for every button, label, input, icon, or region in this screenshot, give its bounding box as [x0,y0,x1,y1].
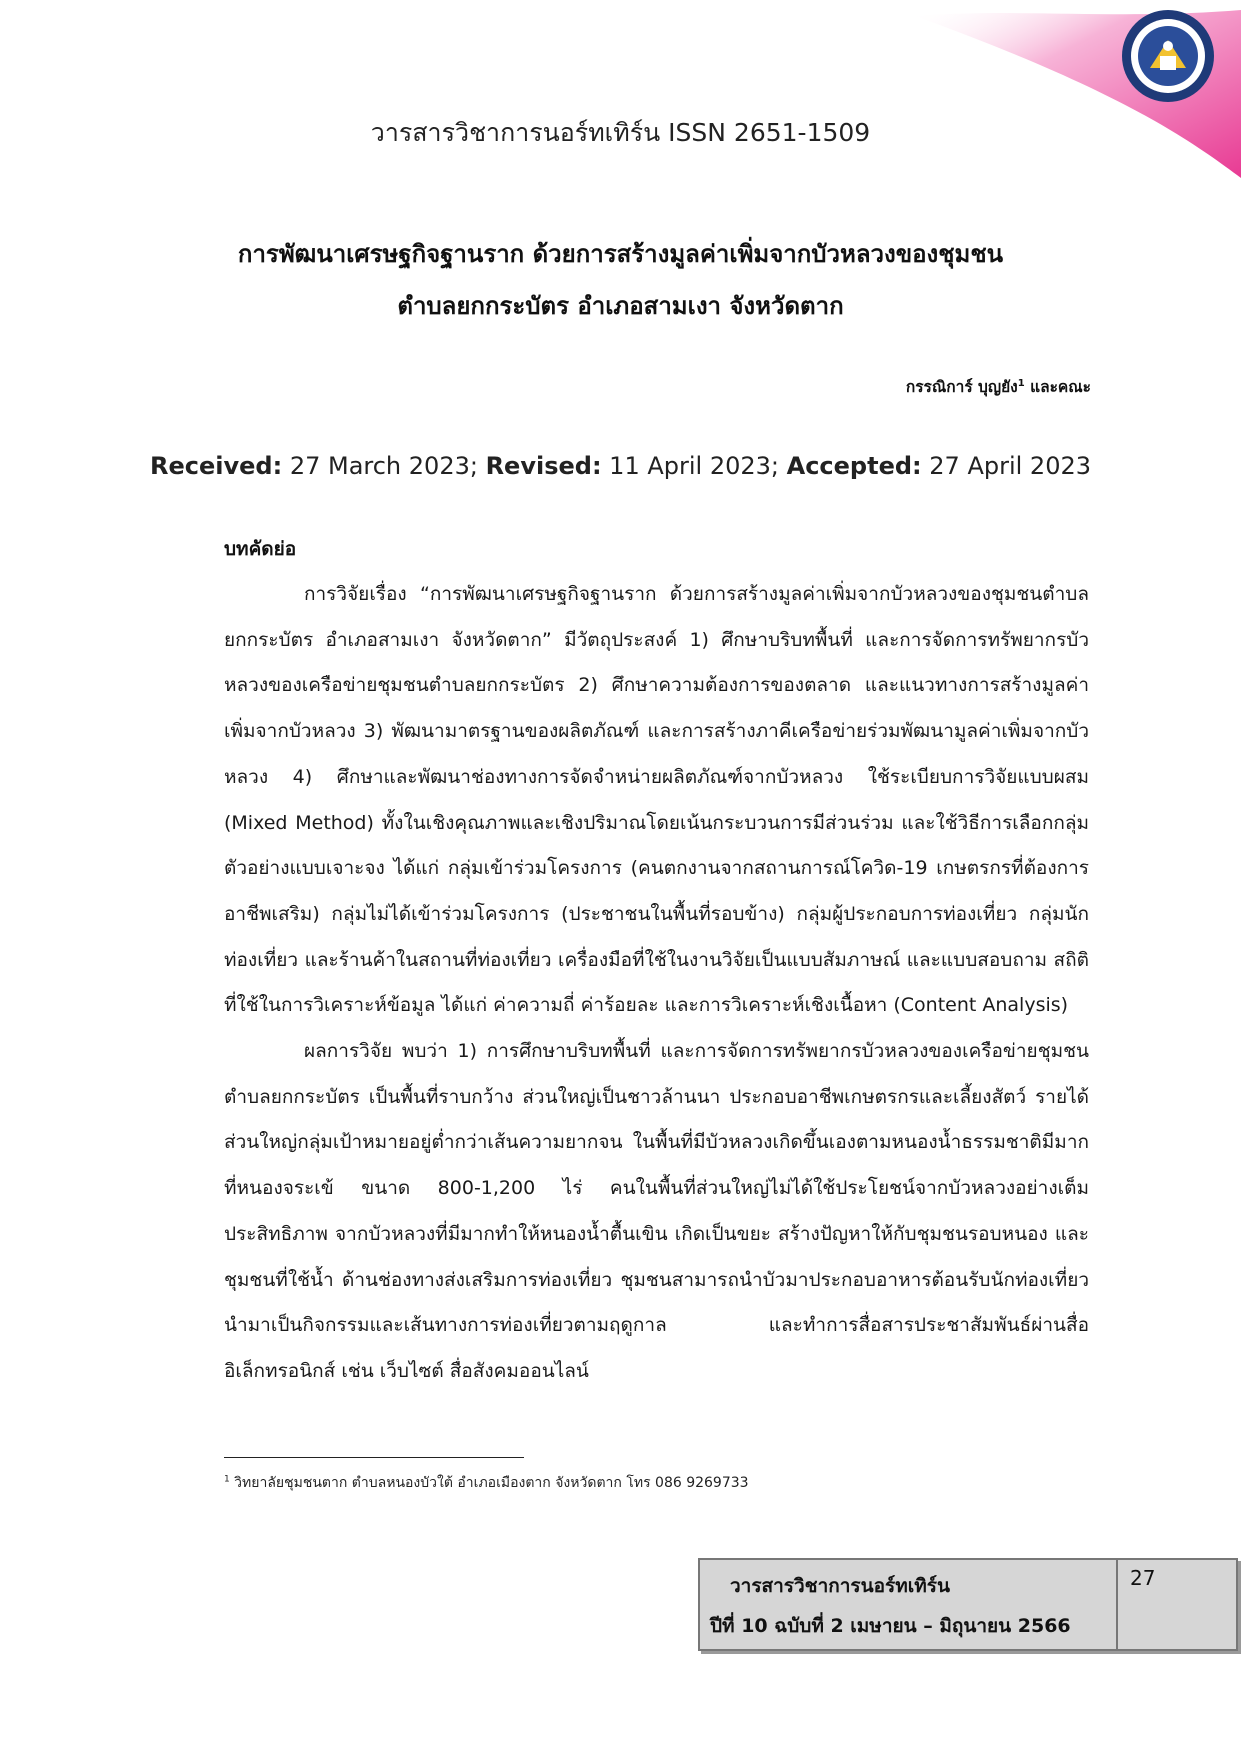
accepted-label: Accepted: [786,452,922,480]
footer-journal-cell [700,1560,1118,1649]
received-date: 27 March 2023; [282,452,486,480]
journal-header: วารสารวิชาการนอร์ทเทิร์น ISSN 2651-1509 [370,118,871,147]
paper-title [100,228,1141,332]
abstract-heading: บทคัดย่อ [224,538,297,560]
title-line-1: การพัฒนาเศรษฐกิจฐานราก ด้วยการสร้างมูลค่าเพิ่มจากบัวหลวงของชุมชน [237,240,1004,268]
footer-box [698,1558,1238,1651]
accepted-date: 27 April 2023 [921,452,1091,480]
footnote-divider [224,1457,524,1458]
footnote [224,1472,749,1494]
footnote-marker: 1 [224,1474,230,1485]
abstract-body [224,572,1089,1395]
author-footnote-marker: 1 [1017,377,1025,389]
author-name: กรรณิการ์ บุญยัง [905,378,1018,396]
footer-journal-name: วารสารวิชาการนอร์ทเทิร์น [730,1575,950,1597]
received-label: Received: [150,452,283,480]
author-suffix: และคณะ [1024,378,1091,396]
page-number: 27 [1130,1566,1156,1590]
footnote-text: วิทยาลัยชุมชนตาก ตำบลหนองบัวใต้ อำเภอเมืองตาก จังหวัดตาก โทร 086 9269733 [229,1475,749,1491]
footer-issue: ปีที่ 10 ฉบับที่ 2 เมษายน – มิถุนายน 2566 [710,1615,1071,1637]
submission-dates [0,452,1241,480]
abstract-paragraph-1: การวิจัยเรื่อง “การพัฒนาเศรษฐกิจฐานราก ด้วยการสร้างมูลค่าเพิ่มจากบัวหลวงของชุมชนตำบลยกกระบัตร อำเภอสามเงา จังหวัดตาก” มีวัตถุประสงค์ 1) ศึกษาบริบทพื้นที่ และการจัดการทรัพยากรบัวหลวงของเครือข่ายชุมชนตำบลยกกระบัตร 2) ศึกษาความต้องการของตลาด และแนวทางการสร้างมูลค่าเพิ่มจากบัวหลวง 3) พัฒนามาตรฐานของผลิตภัณฑ์ และการสร้างภาคีเครือข่ายร่วมพัฒนามูลค่าเพิ่มจากบัวหลวง 4) ศึกษาและพัฒนาช่องทางการจัดจำหน่ายผลิตภัณฑ์จากบัวหลวง ใช้ระเบียบการวิจัยแบบผสม (Mixed Method) ทั้งในเชิงคุณภาพและเชิงปริมาณโดยเน้นกระบวนการมีส่วนร่วม และใช้วิธีการเลือกกลุ่มตัวอย่างแบบเจาะจง ได้แก่ กลุ่มเข้าร่วมโครงการ (คนตกงานจากสถานการณ์โควิด-19 เกษตรกรที่ต้องการอาชีพเสริม) กลุ่มไม่ได้เข้าร่วมโครงการ (ประชาชนในพื้นที่รอบข้าง) กลุ่มผู้ประกอบการท่องเที่ยว กลุ่มนักท่องเที่ยว และร้านค้าในสถานที่ท่องเที่ยว เครื่องมือที่ใช้ในงานวิจัยเป็นแบบสัมภาษณ์ และแบบสอบถาม สถิติที่ใช้ในการวิเคราะห์ข้อมูล ได้แก่ ค่าความถี่ ค่าร้อยละ และการวิเคราะห์เชิงเนื้อหา (Content Analysis) [224,583,1089,1017]
college-seal-logo [1122,10,1214,102]
corner-decoration [0,0,1241,200]
title-line-2: ตำบลยกกระบัตร อำเภอสามเงา จังหวัดตาก [397,292,844,320]
author-line [906,374,1091,399]
abstract-paragraph-2: ผลการวิจัย พบว่า 1) การศึกษาบริบทพื้นที่ และการจัดการทรัพยากรบัวหลวงของเครือข่ายชุมชนตำบลยกกระบัตร เป็นพื้นที่ราบกว้าง ส่วนใหญ่เป็นชาวล้านนา ประกอบอาชีพเกษตรกรและเลี้ยงสัตว์ รายได้ส่วนใหญ่กลุ่มเป้าหมายอยู่ต่ำกว่าเส้นความยากจน ในพื้นที่มีบัวหลวงเกิดขึ้นเองตามหนองน้ำธรรมชาติมีมากที่หนองจระเข้ ขนาด 800-1,200 ไร่ คนในพื้นที่ส่วนใหญ่ไม่ได้ใช้ประโยชน์จากบัวหลวงอย่างเต็มประสิทธิภาพ จากบัวหลวงที่มีมากทำให้หนองน้ำตื้นเขิน เกิดเป็นขยะ สร้างปัญหาให้กับชุมชนรอบหนอง และชุมชนที่ใช้น้ำ ด้านช่องทางส่งเสริมการท่องเที่ยว ชุมชนสามารถนำบัวมาประกอบอาหารต้อนรับนักท่องเที่ยว นำมาเป็นกิจกรรมและเส้นทางการท่องเที่ยวตามฤดูกาล และทำการสื่อสารประชาสัมพันธ์ผ่านสื่ออิเล็กทรอนิกส์ เช่น เว็บไซต์ สื่อสังคมออนไลน์ [224,1040,1089,1382]
revised-label: Revised: [485,452,602,480]
revised-date: 11 April 2023; [601,452,787,480]
